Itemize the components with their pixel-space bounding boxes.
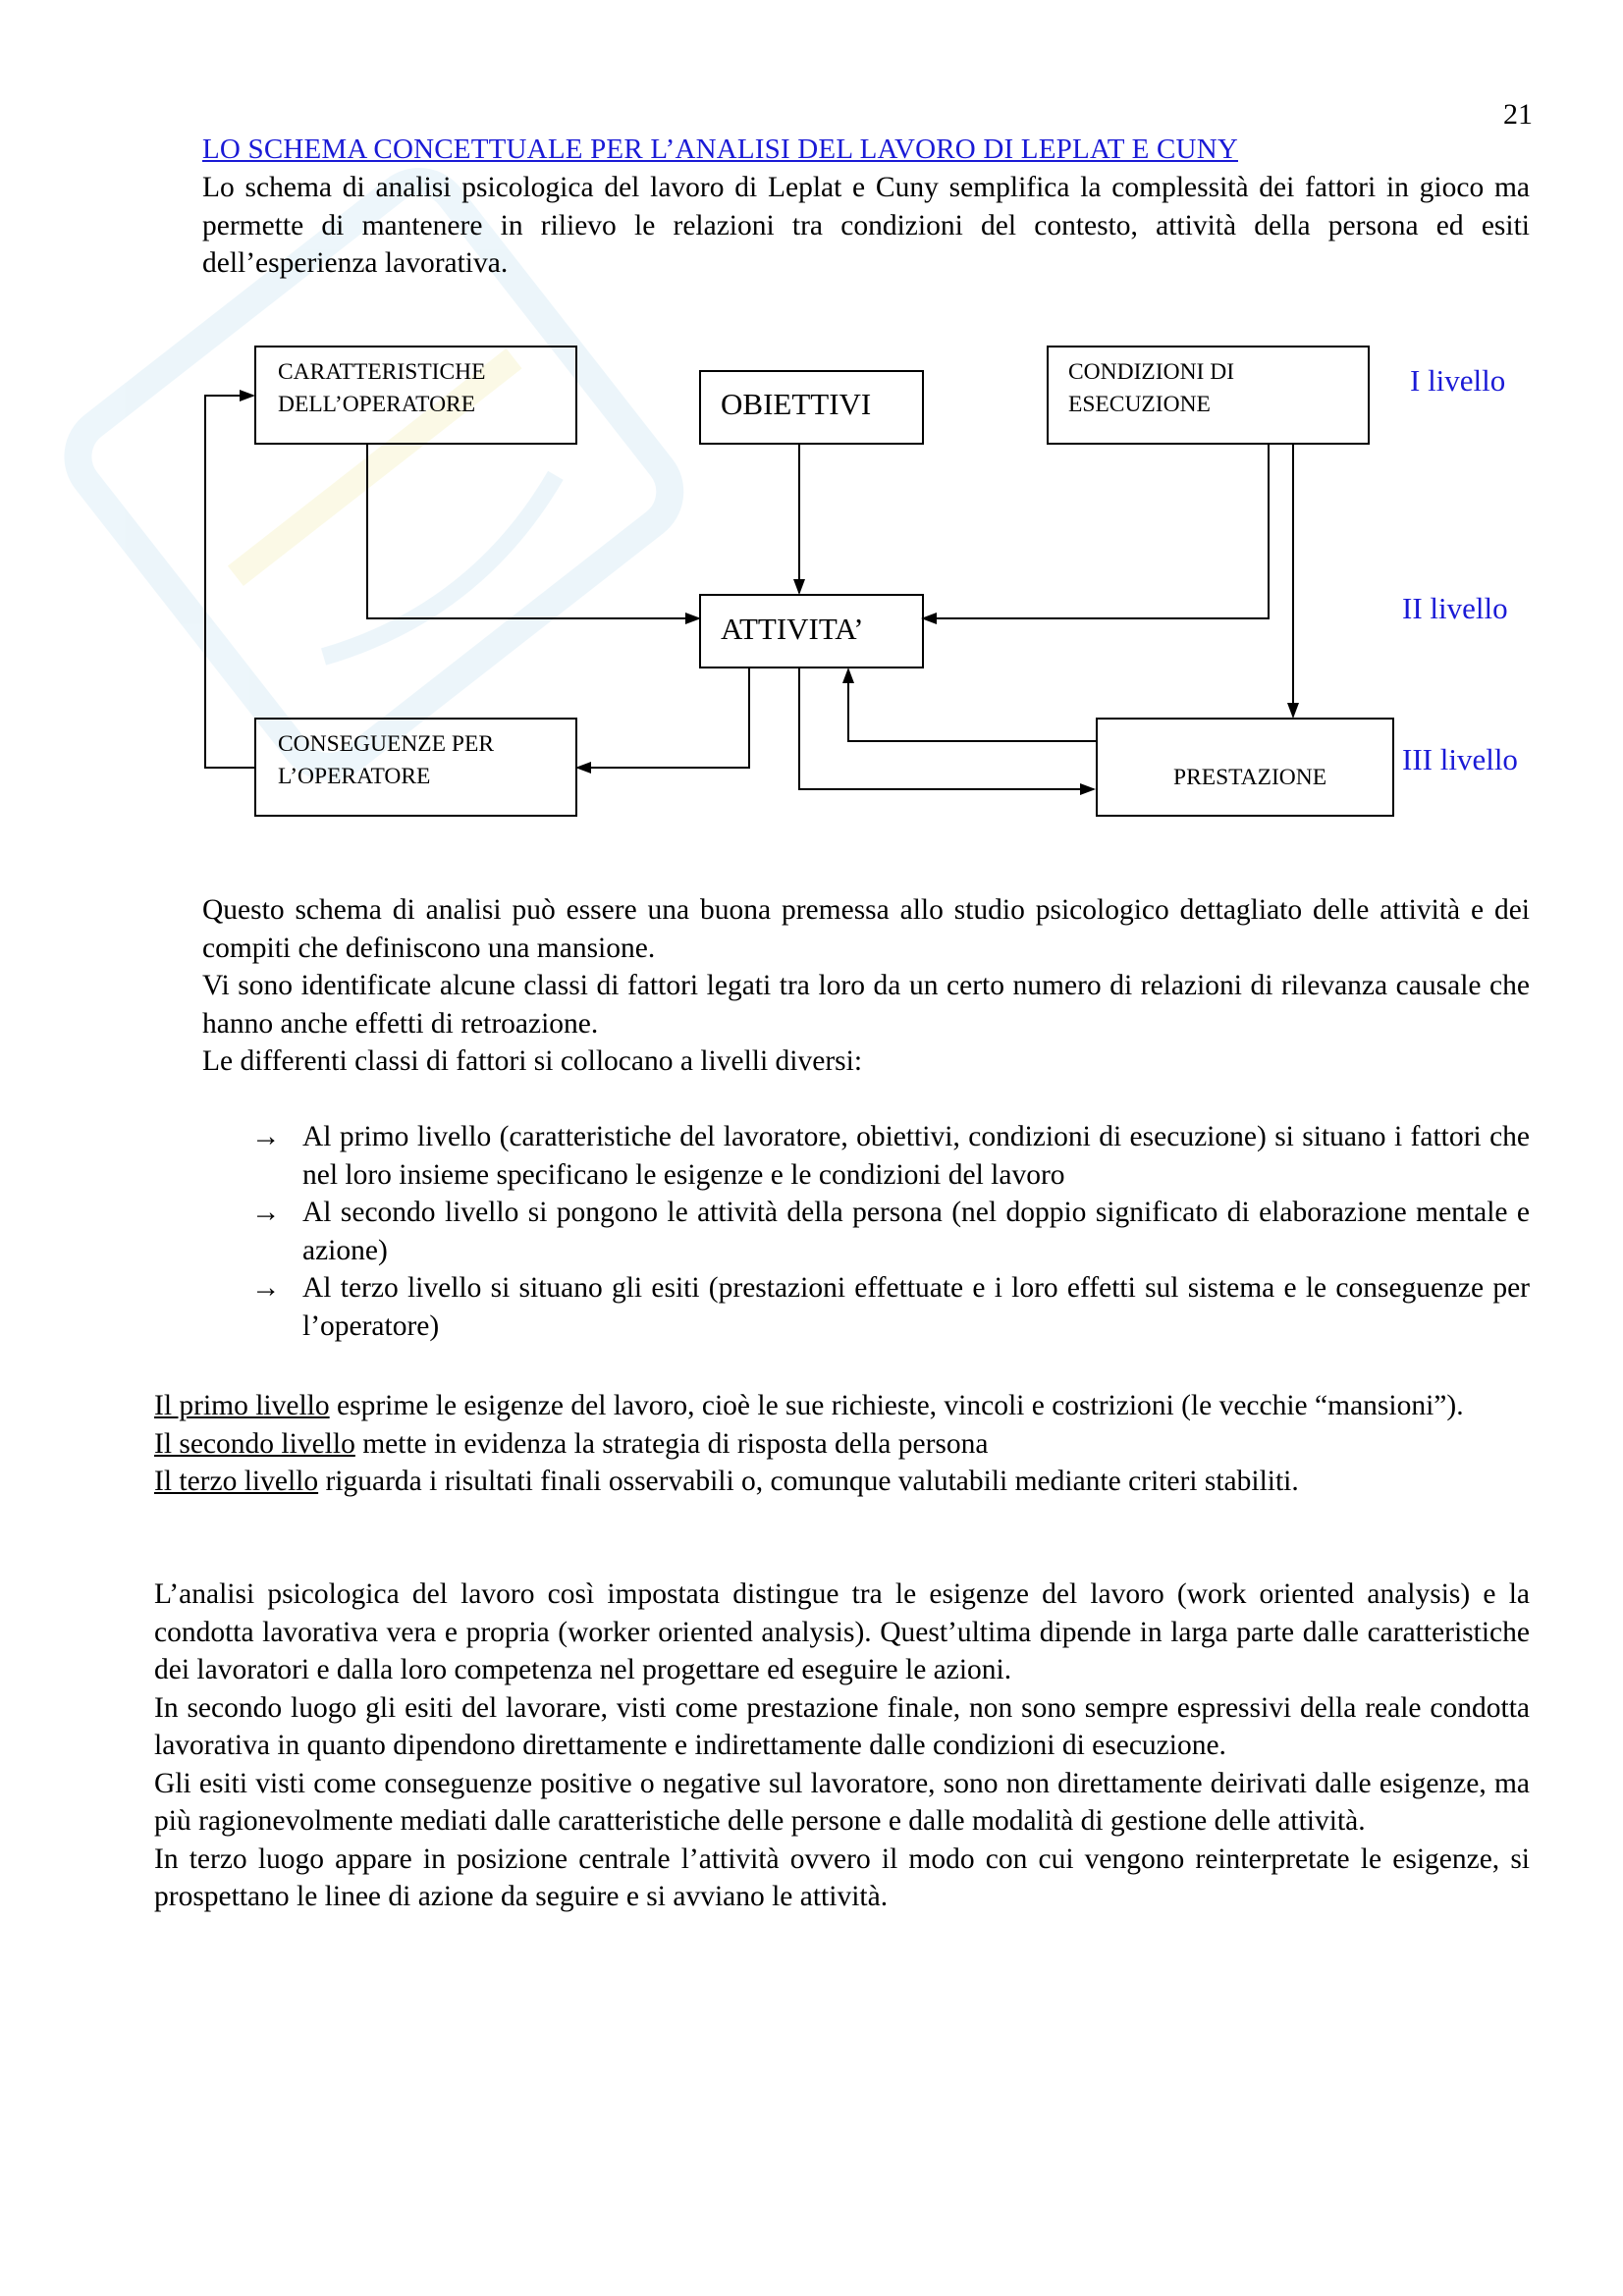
level-definition-first [154,1387,1530,1425]
box-label-obiettivi: OBIETTIVI [721,387,872,421]
premise-paragraph-1: Questo schema di analisi può essere una buona premessa allo studio psicologico dettagliato delle attività e dei compiti che definiscono una mansione. [202,894,1530,964]
intro-paragraph: Lo schema di analisi psicologica del lavoro di Leplat e Cuny semplifica la complessità dei fattori in gioco ma permette di mantenere in rilievo le relazioni tra condizioni del contesto, attività della persona ed esiti dell’esperienza lavorativa. [202,172,1530,279]
premise-paragraph-2: Vi sono identificate alcune classi di fattori legati tra loro da un certo numero di relazioni di rilevanza causale che hanno anche effetti di retroazione. [202,970,1530,1040]
level-description: riguarda i risultati finali osservabili o, comunque valutabili mediante criteri stabiliti. [318,1466,1299,1497]
level-label-third: III livello [1402,742,1518,776]
right-arrow-icon: → [251,1272,281,1304]
level-label-second: II livello [1402,591,1508,625]
right-arrow-icon: → [251,1121,281,1152]
analysis-paragraph-2: In secondo luogo gli esiti del lavorare, visti come prestazione finale, non sono sempre espressivi della reale condotta lavorativa in quanto dipendono direttamente e indirettamente dalle condizioni di esecuzione. [154,1691,1530,1761]
box-label-prestazione: PRESTAZIONE [1173,765,1327,790]
leplat-cuny-diagram [0,0,1623,864]
level-term: Il secondo livello [154,1427,355,1460]
box-label-conseguenze: CONSEGUENZE PER L’OPERATORE [278,731,494,789]
box-caratteristiche-operatore [254,346,577,445]
page-number: 21 [1503,98,1533,131]
arrow-conseguenze-to-caratteristiche [205,396,254,768]
arrow-condizioni-to-attivita [923,445,1269,618]
premise-block [202,891,1530,1081]
box-attivita [699,594,924,668]
box-label-condizioni: CONDIZIONI DI ESECUZIONE [1068,359,1235,417]
box-label-caratteristiche: CARATTERISTICHE DELL’OPERATORE [278,359,486,417]
levels-definitions [154,1387,1530,1501]
box-condizioni-esecuzione [1047,346,1370,445]
levels-bullet-list [202,1118,1530,1345]
box-obiettivi [699,370,924,445]
section-title: LO SCHEMA CONCETTUALE PER L’ANALISI DEL LAVORO DI LEPLAT E CUNY [202,133,1238,165]
level-definition-second [154,1425,1530,1464]
level-label-first: I livello [1410,363,1506,398]
arrow-prestazione-to-attivita [848,669,1096,741]
arrow-caratteristiche-to-attivita [367,445,699,618]
box-conseguenze-operatore [254,718,577,817]
bullet-text-first-level: Al primo livello (caratteristiche del lavoratore, obiettivi, condizioni di esecuzione) si situano i fattori che nel loro insieme specificano le esigenze e le condizioni del lavoro [302,1121,1530,1191]
list-item [202,1269,1530,1345]
analysis-block [154,1575,1530,1916]
box-label-attivita: ATTIVITA’ [721,612,864,646]
analysis-paragraph-4: In terzo luogo appare in posizione centrale l’attività ovvero il modo con cui vengono reinterpretate le esigenze, si prospettano le linee di azione da seguire e si avviano le attività. [154,1842,1530,1912]
box-prestazione [1096,718,1394,817]
level-description: mette in evidenza la strategia di risposta della persona [354,1427,989,1460]
list-item [202,1118,1530,1194]
arrow-attivita-to-conseguenze [577,668,749,768]
analysis-paragraph-1: L’analisi psicologica del lavoro così impostata distingue tra le esigenze del lavoro (work oriented analysis) e la condotta lavorativa vera e propria (worker oriented analysis). Quest’ultima dipende in larga parte dalle caratteristiche dei lavoratori e dalla loro competenza nel progettare ed eseguire le azioni. [154,1578,1530,1685]
arrow-attivita-to-prestazione [799,668,1094,789]
level-term: Il primo livello [154,1390,330,1421]
right-arrow-icon: → [251,1197,281,1228]
level-term: Il terzo livello [154,1466,319,1497]
premise-paragraph-3: Le differenti classi di fattori si collocano a livelli diversi: [202,1045,863,1077]
bullet-text-third-level: Al terzo livello si situano gli esiti (prestazioni effettuate e i loro effetti sul sistema e le conseguenze per l’operatore) [302,1272,1530,1342]
level-description: esprime le esigenze del lavoro, cioè le sue richieste, vincoli e costrizioni (le vecchie “mansioni”). [329,1390,1464,1421]
bullet-text-second-level: Al secondo livello si pongono le attività della persona (nel doppio significato di elaborazione mentale e azione) [302,1197,1530,1266]
level-definition-third [154,1463,1530,1501]
analysis-paragraph-3: Gli esiti visti come conseguenze positive o negative sul lavoratore, sono non direttamente deirivati dalle esigenze, ma più ragionevolmente mediati dalle caratteristiche delle persone e dalle modalità di gestione delle attività. [154,1767,1530,1837]
list-item [202,1194,1530,1269]
